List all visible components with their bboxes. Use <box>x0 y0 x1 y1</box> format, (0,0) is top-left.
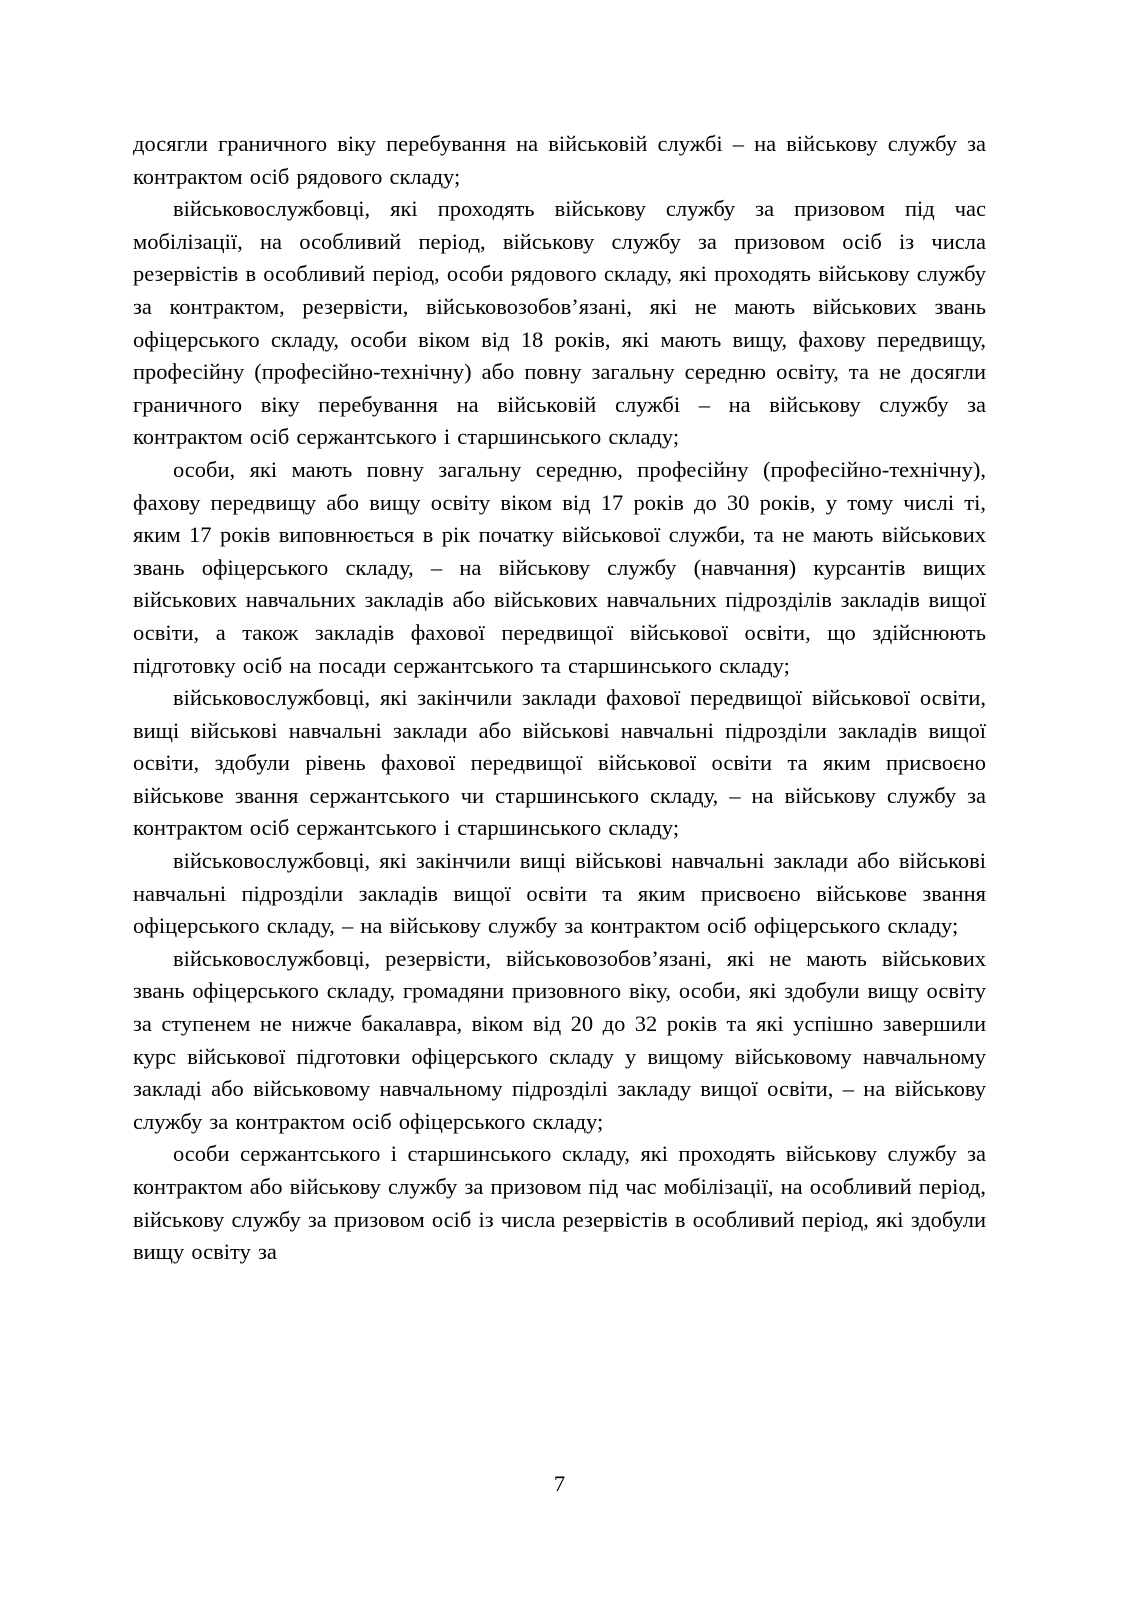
paragraph: досягли граничного віку перебування на військовій службі – на військову службу за контрактом осіб рядового складу; <box>133 131 986 189</box>
paragraph: військовослужбовці, резервісти, військовозобов’язані, які не мають військових звань офіцерського складу, громадяни призовного віку, особи, які здобули вищу освіту за ступенем не нижче бакалавра, віком від 20 до 32 років та які успішно завершили курс військової підготовки офіцерського складу у вищому військовому навчальному закладі або військовому навчальному підрозділі закладу вищої освіти, – на військову службу за контрактом осіб офіцерського складу; <box>133 945 986 1134</box>
document-body <box>133 128 986 1269</box>
page-number: 7 <box>553 1471 566 1496</box>
paragraph: особи сержантського і старшинського складу, які проходять військову службу за контрактом або військову службу за призовом під час мобілізації, на особливий період, військову службу за призовом осіб із числа резервістів в особливий період, які здобули вищу освіту за <box>133 1141 986 1265</box>
paragraph: особи, які мають повну загальну середню, професійну (професійно-технічну), фахову передвищу або вищу освіту віком від 17 років до 30 років, у тому числі ті, яким 17 років виповнюється в рік початку військової служби, та не мають військових звань офіцерського складу, – на військову службу (навчання) курсантів вищих військових навчальних закладів або військових навчальних підрозділів закладів вищої освіти, а також закладів фахової передвищої військової освіти, що здійснюють підготовку осіб на посади сержантського та старшинського складу; <box>133 456 986 678</box>
paragraph: військовослужбовці, які закінчили вищі військові навчальні заклади або військові навчальні підрозділи закладів вищої освіти та яким присвоєно військове звання офіцерського складу, – на військову службу за контрактом осіб офіцерського складу; <box>133 848 986 939</box>
paragraph: військовослужбовці, які закінчили заклади фахової передвищої військової освіти, вищі військові навчальні заклади або військові навчальні підрозділи закладів вищої освіти, здобули рівень фахової передвищої військової освіти та яким присвоєно військове звання сержантського чи старшинського складу, – на військову службу за контрактом осіб сержантського і старшинського складу; <box>133 685 986 841</box>
paragraph: військовослужбовці, які проходять військову службу за призовом під час мобілізації, на особливий період, військову службу за призовом осіб із числа резервістів в особливий період, особи рядового складу, які проходять військову службу за контрактом, резервісти, військовозобов’язані, які не мають військових звань офіцерського складу, особи віком від 18 років, які мають вищу, фахову передвищу, професійну (професійно-технічну) або повну загальну середню освіту, та не досягли граничного віку перебування на військовій службі – на військову службу за контрактом осіб сержантського і старшинського складу; <box>133 196 986 450</box>
